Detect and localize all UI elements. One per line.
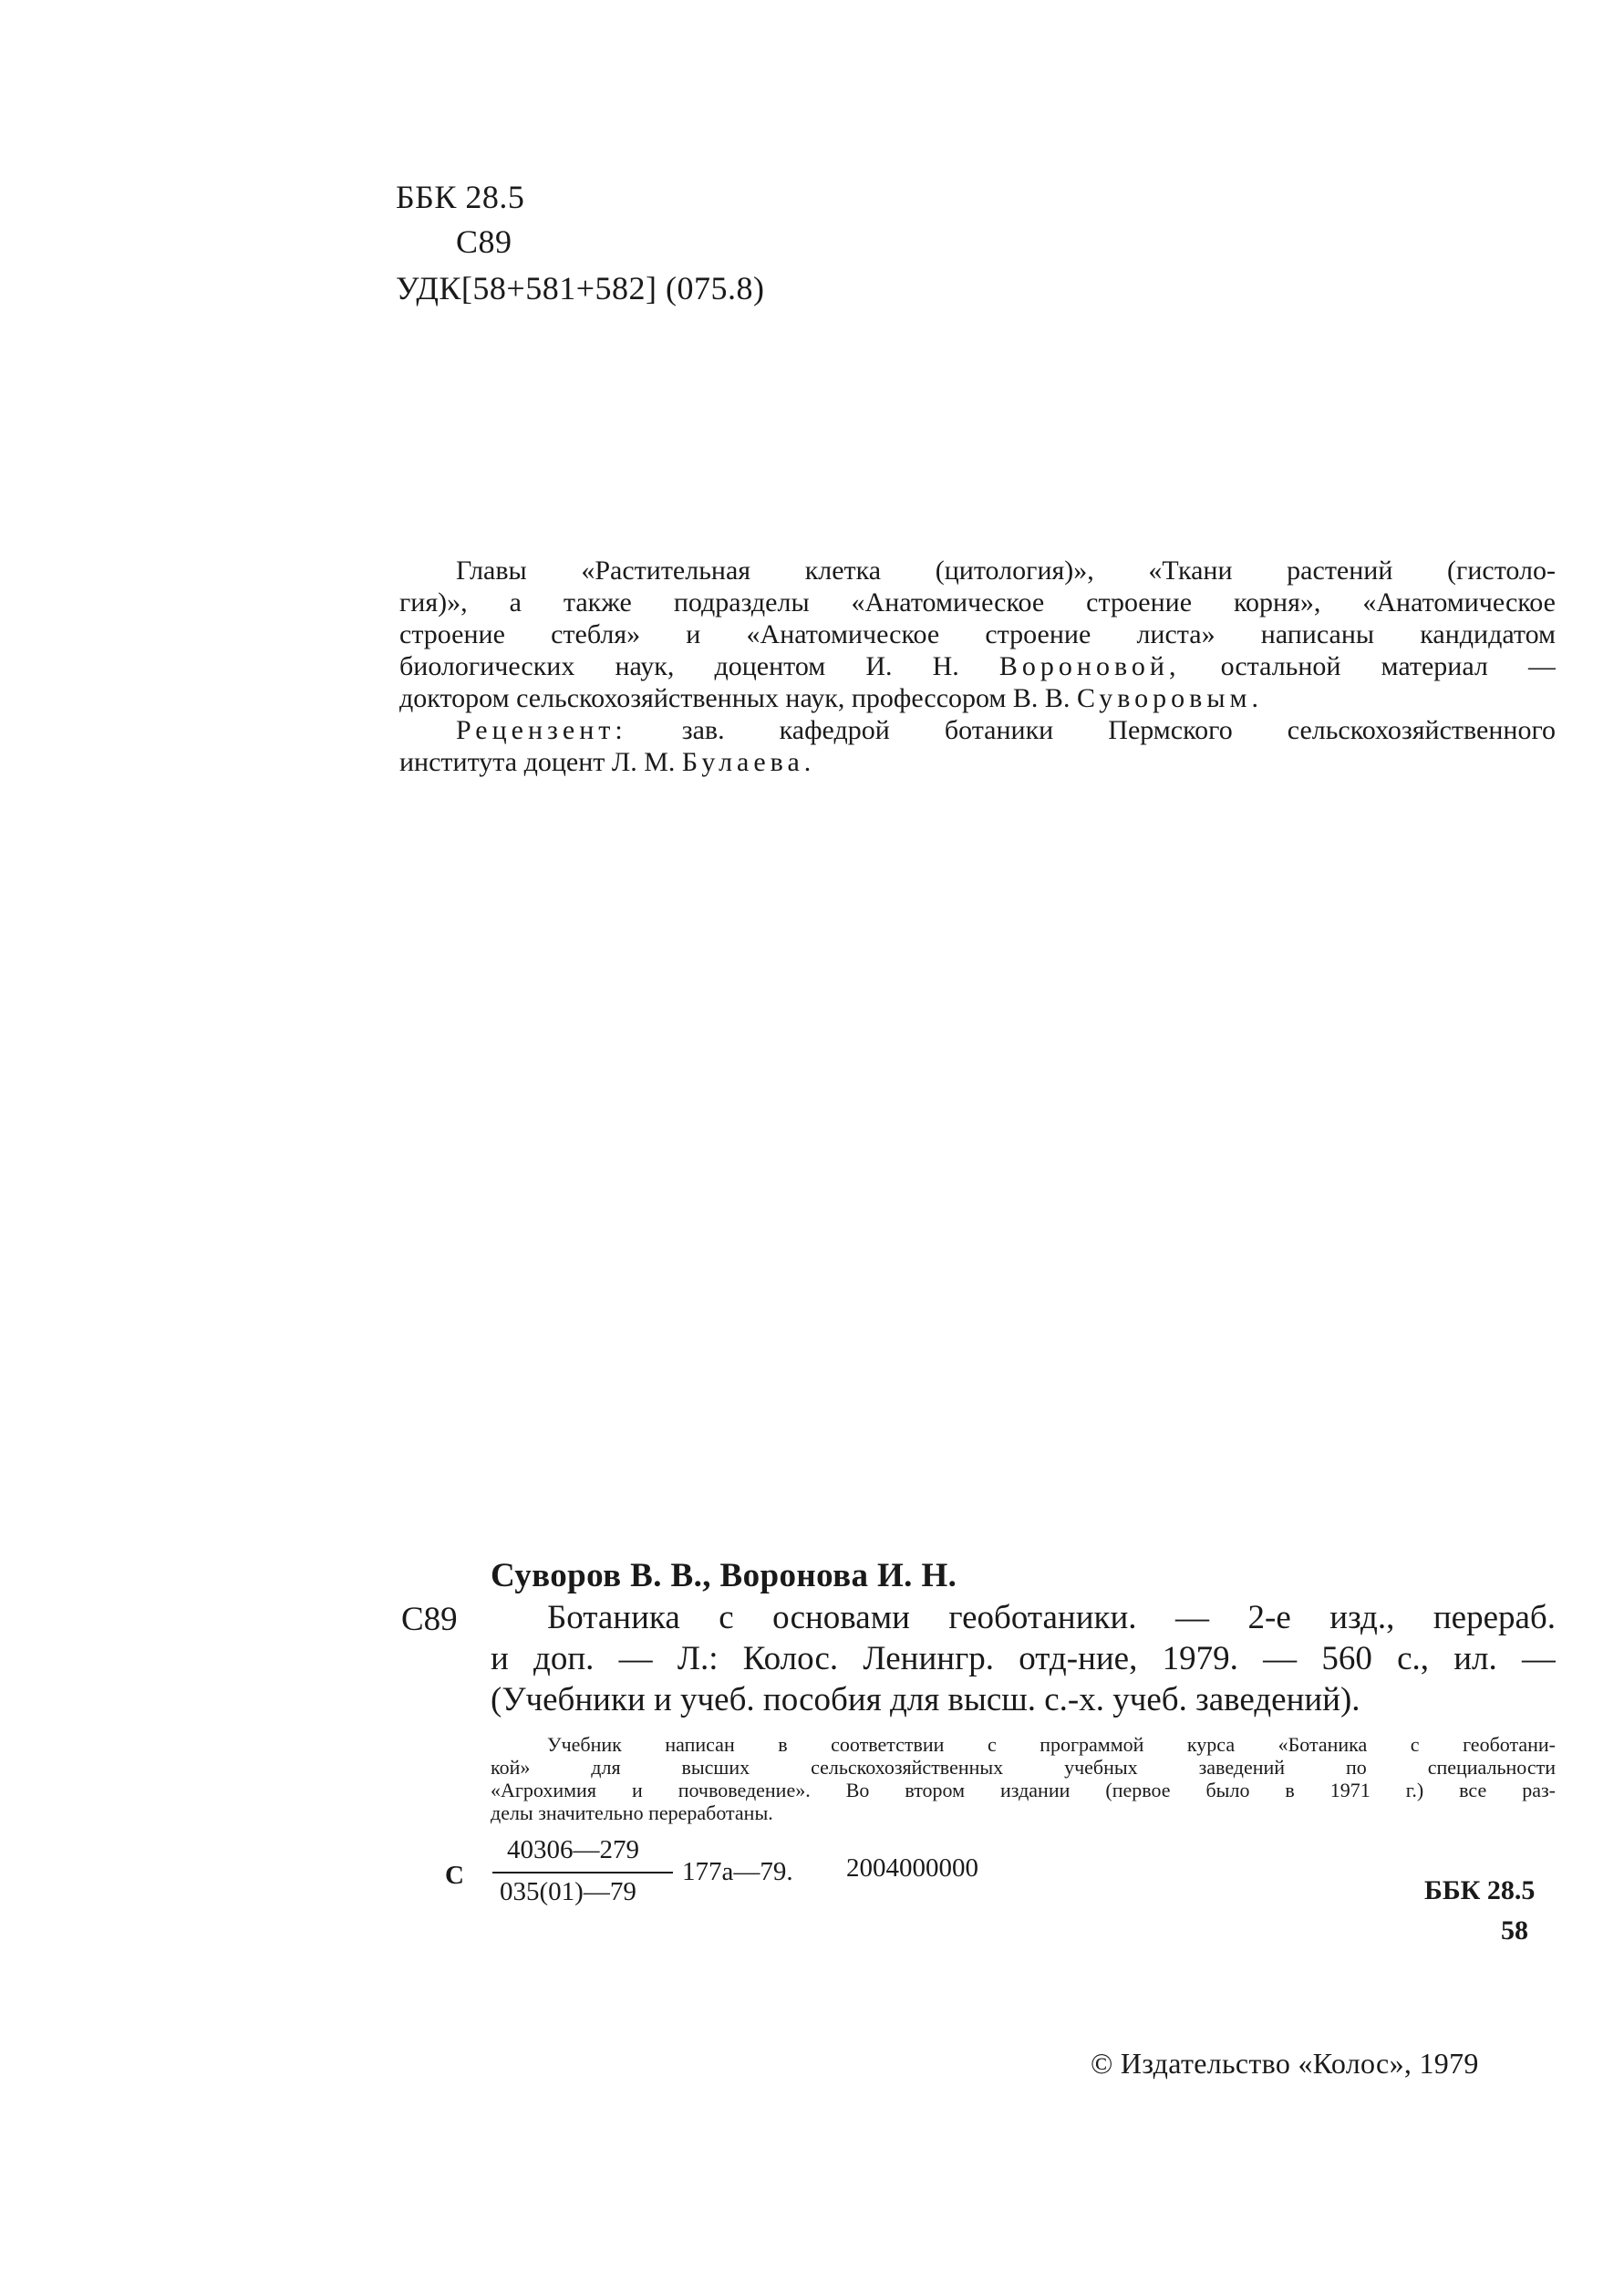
reviewer-line-1 bbox=[456, 714, 1556, 746]
bbk-index: ББК 28.5 bbox=[396, 179, 525, 215]
annotation-line-1: Учебник написан в соответствии с программой курса «Ботаника с геоботани- bbox=[547, 1733, 1556, 1756]
authorship-line-2: гия)», а также подразделы «Анатомическое строение корня», «Анатомическое bbox=[399, 587, 1556, 618]
shelf-code: С89 bbox=[456, 223, 512, 260]
authorship-line-4-end: остальной материал — bbox=[1220, 651, 1556, 681]
authorship-line-1: Главы «Растительная клетка (цитология)», «Ткани растений (гистоло- bbox=[456, 555, 1556, 586]
entry-description-line-2: и доп. — Л.: Колос. Ленингр. отд-ние, 1979. — 560 с., ил. — bbox=[491, 1640, 1556, 1677]
edition-number: 2004000000 bbox=[846, 1853, 978, 1883]
bbk-right-index: ББК 28.5 bbox=[1424, 1875, 1536, 1905]
price-code-denominator: 035(01)—79 bbox=[500, 1877, 636, 1906]
author-voronova-spaced: Вороновой, bbox=[998, 651, 1181, 681]
annotation-line-2: кой» для высших сельскохозяйственных учебных заведений по специальности bbox=[491, 1756, 1556, 1779]
entry-description-line-1: Ботаника с основами геоботаники. — 2-е изд., перераб. bbox=[547, 1599, 1556, 1636]
authorship-line-4 bbox=[399, 650, 1556, 682]
udk-index: УДК[58+581+582] (075.8) bbox=[396, 270, 765, 306]
authorship-line-3: строение стебля» и «Анатомическое строение листа» написаны кандидатом bbox=[399, 619, 1556, 649]
plan-code: 177а—79. bbox=[682, 1857, 793, 1886]
author-suvorov-spaced: Суворовым. bbox=[1076, 683, 1263, 713]
authorship-line-4-start: биологических наук, доцентом И. Н. bbox=[399, 651, 959, 681]
reviewer-line-2 bbox=[399, 746, 1556, 778]
authorship-line-5 bbox=[399, 682, 1556, 714]
copyright-line: © Издательство «Колос», 1979 bbox=[1091, 2047, 1479, 2080]
entry-shelf-code: С89 bbox=[401, 1601, 458, 1638]
entry-description-line-3: (Учебники и учеб. пособия для высш. с.-х. учеб. заведений). bbox=[491, 1681, 1360, 1718]
authorship-line-5-start: доктором сельскохозяйственных наук, профессором В. В. bbox=[399, 683, 1071, 713]
entry-authors: Суворов В. В., Воронова И. Н. bbox=[491, 1557, 957, 1594]
annotation-line-4: делы значительно переработаны. bbox=[491, 1801, 773, 1824]
annotation-line-3: «Агрохимия и почвоведение». Во втором издании (первое было в 1971 г.) все раз- bbox=[491, 1779, 1556, 1801]
reviewer-line-2-start: института доцент Л. М. bbox=[399, 747, 676, 777]
bbk-right-sub: 58 bbox=[1501, 1915, 1528, 1946]
price-code-numerator: 40306—279 bbox=[507, 1835, 639, 1864]
reviewer-line-1-rest: зав. кафедрой ботаники Пермского сельскохозяйственного bbox=[681, 715, 1556, 745]
price-code-prefix: С bbox=[445, 1861, 464, 1890]
reviewer-label: Рецензент: bbox=[456, 715, 627, 745]
reviewer-name-spaced: Булаева. bbox=[681, 747, 816, 777]
fraction-bar bbox=[492, 1872, 673, 1873]
